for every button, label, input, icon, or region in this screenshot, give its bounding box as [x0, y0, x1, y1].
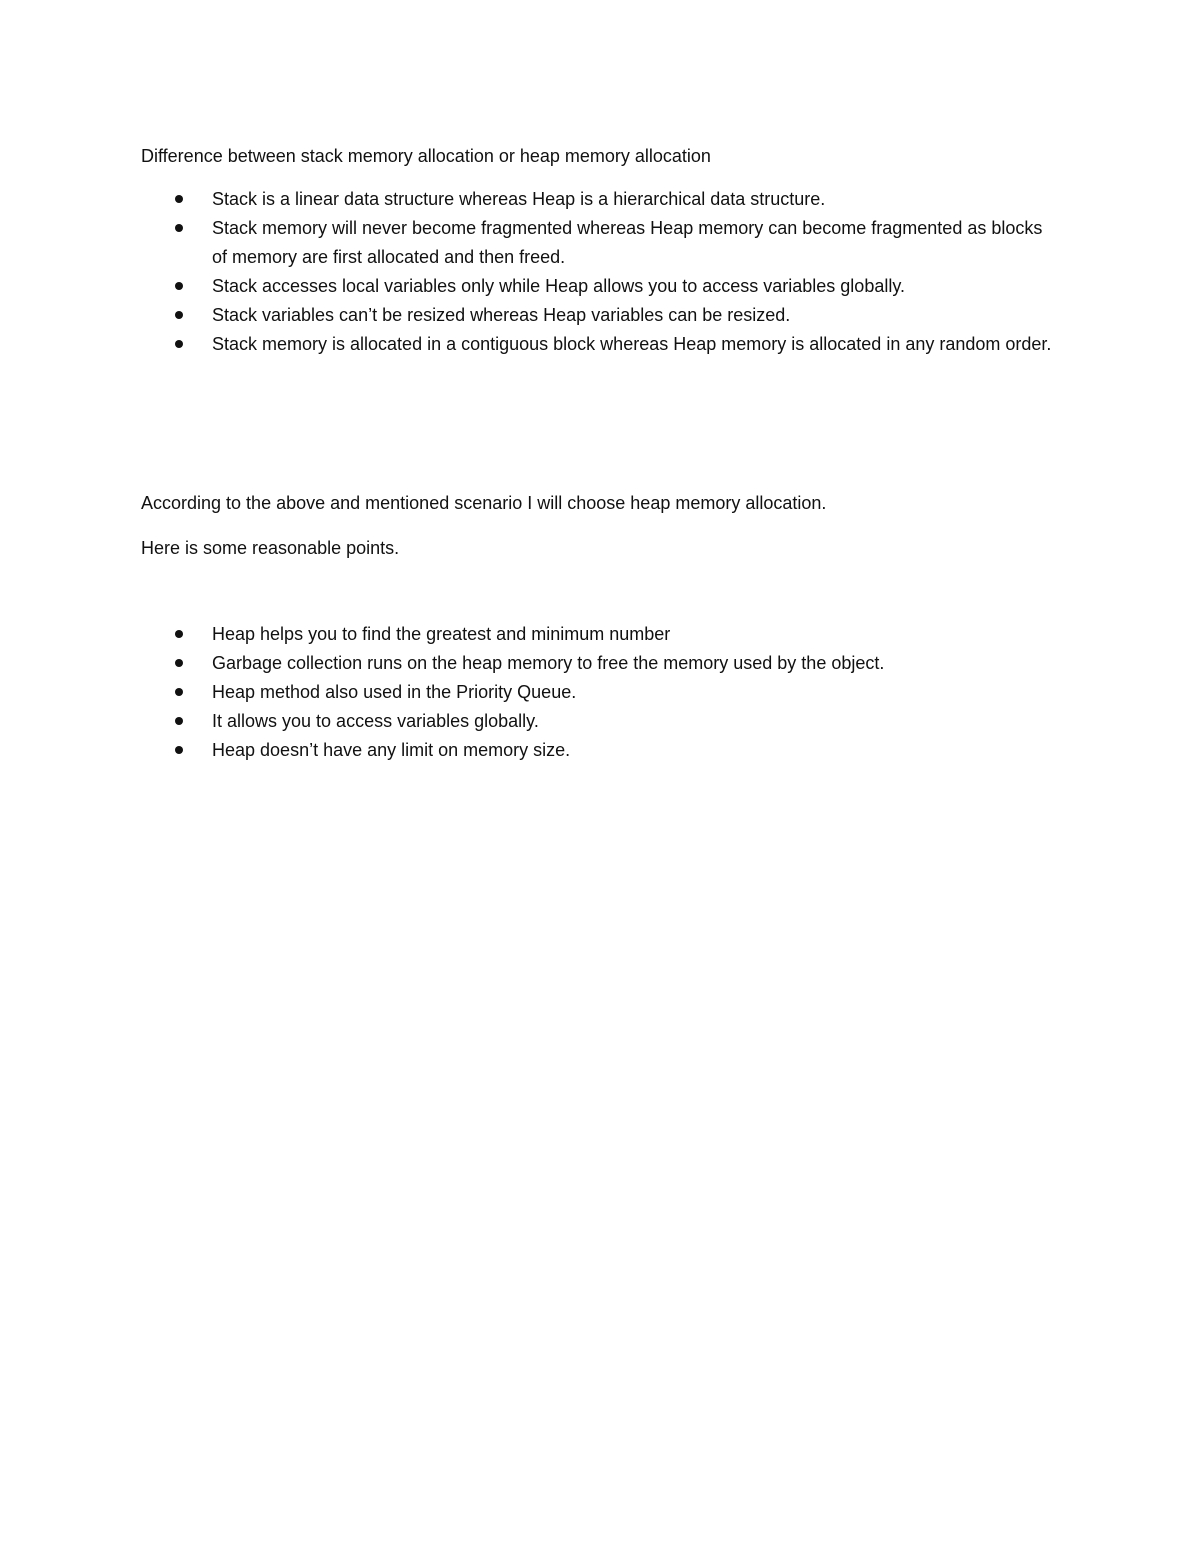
- bullet-icon: [175, 630, 183, 638]
- list-item-text: Stack memory will never become fragmented whereas Heap memory can become fragmented as blocks of memory are first allocated and then freed.: [212, 218, 1043, 267]
- list-item: [141, 272, 1061, 301]
- bullet-icon: [175, 311, 183, 319]
- list-item: [141, 301, 1061, 330]
- list-item: [141, 736, 1061, 765]
- list-item-text: Heap helps you to find the greatest and minimum number: [212, 624, 671, 644]
- bullet-icon: [175, 659, 183, 667]
- list-item: [141, 678, 1061, 707]
- conclusion-text: According to the above and mentioned scenario I will choose heap memory allocation.: [141, 493, 827, 513]
- list-item: [141, 185, 1061, 214]
- bullet-icon: [175, 688, 183, 696]
- list-item-text: Stack accesses local variables only while Heap allows you to access variables globally.: [212, 276, 905, 296]
- bullet-icon: [175, 746, 183, 754]
- reasons-intro-text: Here is some reasonable points.: [141, 538, 400, 558]
- list-item: [141, 330, 1061, 359]
- list-item-text: Heap method also used in the Priority Queue.: [212, 682, 577, 702]
- bullet-icon: [175, 195, 183, 203]
- bullet-icon: [175, 282, 183, 290]
- list-item-text: It allows you to access variables globally.: [212, 711, 539, 731]
- comparison-list: [141, 185, 1061, 359]
- reasons-list: [141, 620, 1061, 765]
- document-heading: Difference between stack memory allocation or heap memory allocation: [141, 146, 711, 166]
- list-item-text: Stack memory is allocated in a contiguous block whereas Heap memory is allocated in any random order.: [212, 334, 1052, 354]
- list-item-text: Heap doesn’t have any limit on memory size.: [212, 740, 571, 760]
- list-item: [141, 649, 1061, 678]
- list-item-text: Stack is a linear data structure whereas Heap is a hierarchical data structure.: [212, 189, 826, 209]
- bullet-icon: [175, 717, 183, 725]
- bullet-icon: [175, 224, 183, 232]
- list-item-text: Garbage collection runs on the heap memory to free the memory used by the object.: [212, 653, 885, 673]
- list-item: [141, 707, 1061, 736]
- bullet-icon: [175, 340, 183, 348]
- list-item: [141, 214, 1061, 272]
- list-item-text: Stack variables can’t be resized whereas Heap variables can be resized.: [212, 305, 791, 325]
- list-item: [141, 620, 1061, 649]
